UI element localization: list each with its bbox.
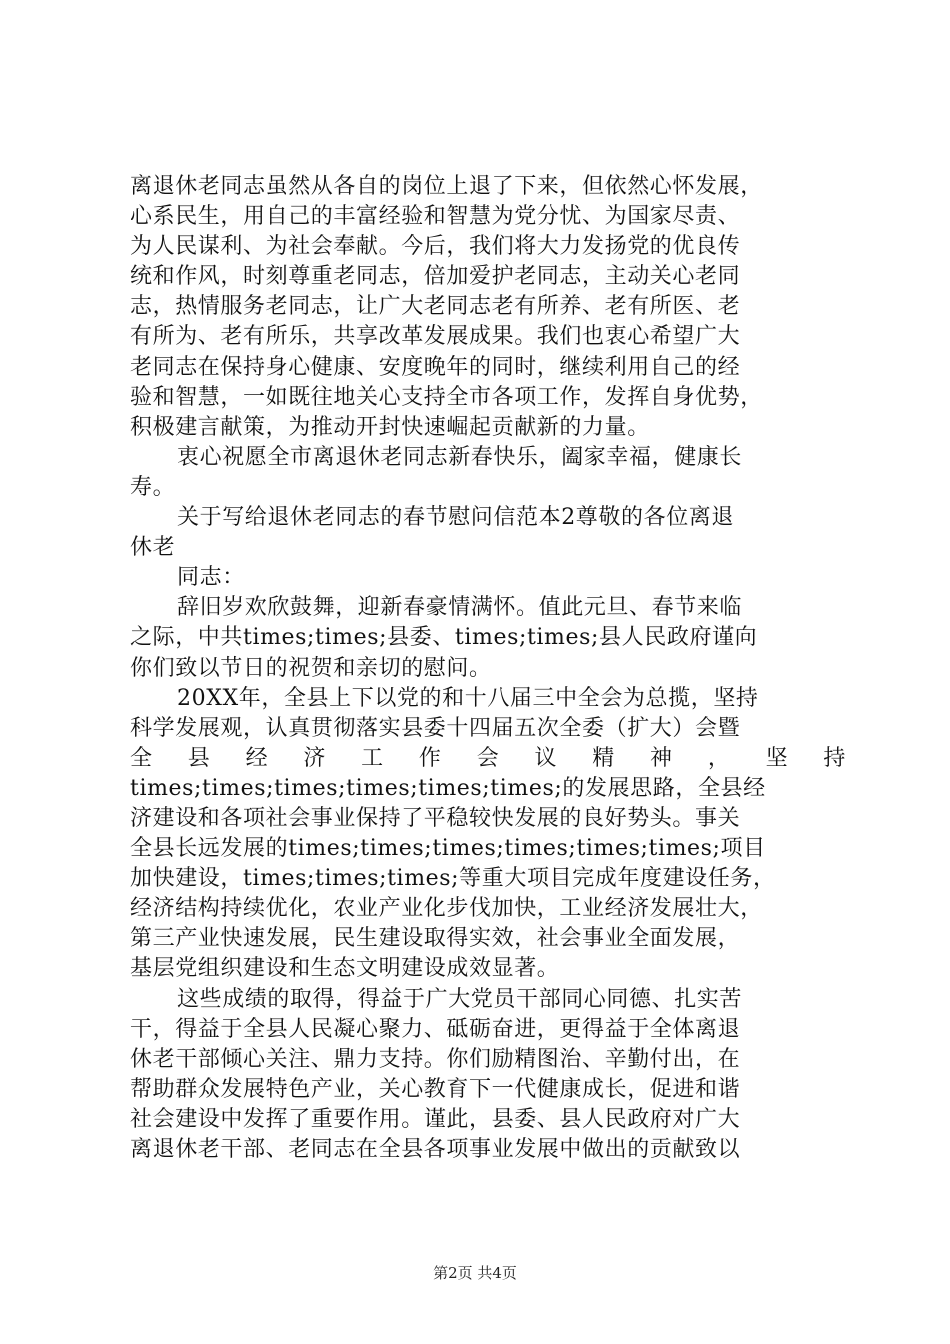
text-line: times;times;times;times;times;times;的发展思路，全县经 bbox=[130, 775, 766, 801]
text-line: 帮助群众发展特色产业，关心教育下一代健康成长，促进和谐 bbox=[130, 1076, 741, 1102]
text-line: 加快建设，times;times;times;等重大项目完成年度建设任务， bbox=[130, 866, 776, 892]
text-line: 全县经济工作会议精神，坚持 bbox=[130, 745, 846, 771]
text-line: 之际，中共times;times;县委、times;times;县人民政府谨向 bbox=[130, 625, 758, 651]
text-line: 志，热情服务老同志，让广大老同志老有所养、老有所医、老 bbox=[130, 294, 741, 320]
text-line: 为人民谋利、为社会奉献。今后，我们将大力发扬党的优良传 bbox=[130, 234, 741, 260]
text-line: 你们致以节日的祝贺和亲切的慰问。 bbox=[130, 655, 492, 681]
text-line: 休老干部倾心关注、鼎力支持。你们励精图治、辛勤付出，在 bbox=[130, 1046, 741, 1072]
text-line: 休老 bbox=[130, 535, 176, 561]
document-body bbox=[130, 172, 846, 1165]
text-line: 有所为、老有所乐，共享改革发展成果。我们也衷心希望广大 bbox=[130, 324, 741, 350]
text-line: 辞旧岁欢欣鼓舞，迎新春豪情满怀。值此元旦、春节来临 bbox=[177, 595, 743, 621]
text-line: 离退休老同志虽然从各自的岗位上退了下来，但依然心怀发展， bbox=[130, 174, 763, 199]
text-line: 干，得益于全县人民凝心聚力、砥砺奋进，更得益于全体离退 bbox=[130, 1016, 741, 1042]
text-line: 经济结构持续优化，农业产业化步伐加快，工业经济发展壮大， bbox=[130, 896, 763, 922]
text-line: 济建设和各项社会事业保持了平稳较快发展的良好势头。事关 bbox=[130, 805, 741, 831]
text-line: 衷心祝愿全市离退休老同志新春快乐，阖家幸福，健康长 bbox=[177, 444, 743, 470]
text-line: 老同志在保持身心健康、安度晚年的同时，继续利用自己的经 bbox=[130, 354, 741, 380]
text-line: 第三产业快速发展，民生建设取得实效，社会事业全面发展， bbox=[130, 926, 741, 952]
text-line: 积极建言献策，为推动开封快速崛起贡献新的力量。 bbox=[130, 414, 650, 440]
text-line: 统和作风，时刻尊重老同志，倍加爱护老同志，主动关心老同 bbox=[130, 264, 741, 290]
text-line: 这些成绩的取得，得益于广大党员干部同心同德、扎实苦 bbox=[177, 986, 743, 1012]
text-line: 心系民生，用自己的丰富经验和智慧为党分忧、为国家尽责、 bbox=[130, 204, 741, 230]
text-line: 寿。 bbox=[130, 474, 176, 500]
text-line: 全县长远发展的times;times;times;times;times;times;项目 bbox=[130, 836, 766, 862]
text-line: 验和智慧，一如既往地关心支持全市各项工作，发挥自身优势， bbox=[130, 384, 763, 410]
page-number-footer: 第2页 共4页 bbox=[433, 1264, 517, 1282]
text-line: 同志： bbox=[177, 565, 245, 591]
text-line: 科学发展观，认真贯彻落实县委十四届五次全委（扩大）会暨 bbox=[130, 715, 741, 741]
text-line: 基层党组织建设和生态文明建设成效显著。 bbox=[130, 956, 560, 982]
text-line: 关于写给退休老同志的春节慰问信范本2尊敬的各位离退 bbox=[177, 505, 734, 531]
text-line: 20XX年，全县上下以党的和十八届三中全会为总揽，坚持 bbox=[177, 685, 759, 711]
text-line: 社会建设中发挥了重要作用。谨此，县委、县人民政府对广大 bbox=[130, 1106, 741, 1132]
text-line: 离退休老干部、老同志在全县各项事业发展中做出的贡献致以 bbox=[130, 1137, 741, 1162]
